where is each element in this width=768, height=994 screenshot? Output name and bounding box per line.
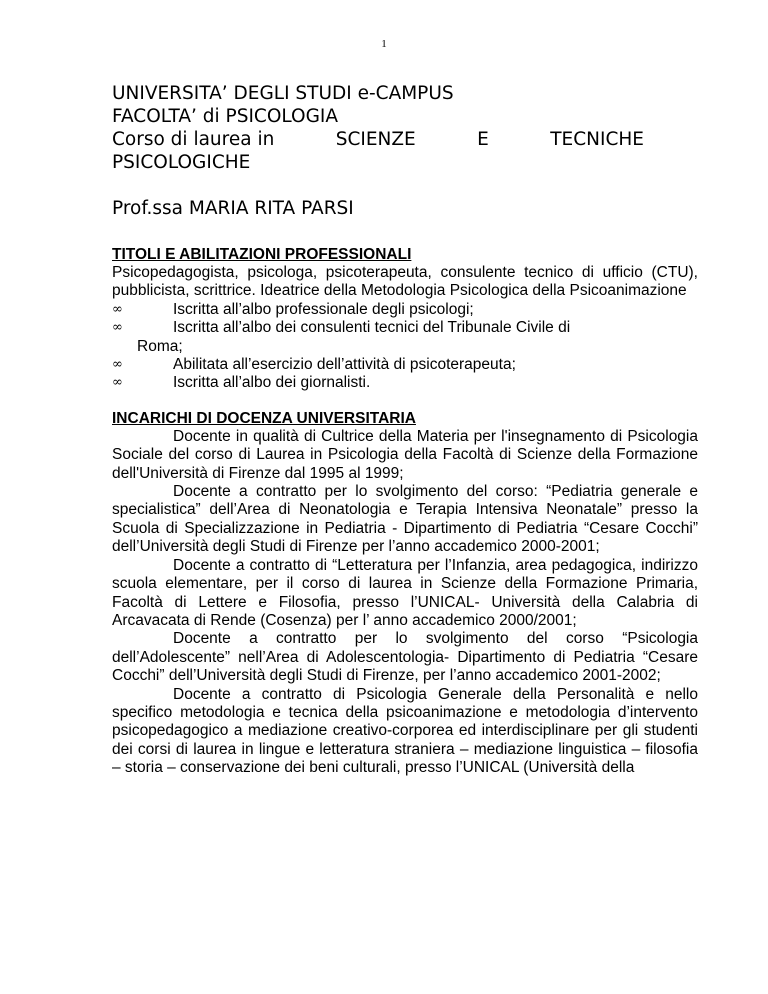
document-header bbox=[112, 82, 698, 174]
document-body bbox=[112, 82, 698, 778]
list-item bbox=[112, 356, 698, 374]
section-heading-titoli: TITOLI E ABILITAZIONI PROFESSIONALI bbox=[112, 246, 412, 263]
university-name: UNIVERSITA’ DEGLI STUDI e-CAMPUS bbox=[112, 83, 454, 104]
list-item bbox=[112, 319, 698, 356]
list-item bbox=[112, 301, 698, 319]
docenza-paragraph: Docente a contratto di Psicologia Generale della Personalità e nello specifico metodologia e tecnica della psicoanimazione e metodologia d’intervento psicopedagogico a mediazione creativo-corporea ed interdisciplinare per gli studenti dei corsi di laurea in lingue e letteratura straniera – mediazione linguistica – filosofia – storia – conservazione dei beni culturali, presso l’UNICAL (Università della bbox=[112, 685, 698, 777]
titoli-list bbox=[112, 301, 698, 393]
docenza-paragraph: Docente a contratto per lo svolgimento del corso: “Pediatria generale e specialistica” dell’Area di Neonatologia e Terapia Intensiva Neonatale” presso la Scuola di Specializzazione in Pediatria - Dipartimento di Pediatria “Cesare Cocchi” dell’Università degli Studi di Firenze per l’anno accademico 2000-2001; bbox=[112, 483, 698, 556]
faculty-name: FACOLTA’ di PSICOLOGIA bbox=[112, 106, 339, 127]
course-word-1: SCIENZE bbox=[335, 129, 416, 150]
course-prefix: Corso di laurea in bbox=[112, 129, 275, 150]
course-word-3: TECNICHE bbox=[550, 129, 644, 150]
list-item-text: Iscritta all’albo dei consulenti tecnici del Tribunale Civile di bbox=[173, 319, 571, 337]
course-line-2: PSICOLOGICHE bbox=[112, 152, 251, 173]
list-item-text-continuation: Roma; bbox=[137, 337, 183, 355]
list-item-text: Abilitata all’esercizio dell’attività di psicoterapeuta; bbox=[173, 356, 516, 374]
infinity-bullet-icon: ∞ bbox=[112, 320, 123, 336]
professor-name: Prof.ssa MARIA RITA PARSI bbox=[112, 198, 354, 219]
docenza-paragraph: Docente a contratto di “Letteratura per l’Infanzia, area pedagogica, indirizzo scuola elementare, per il corso di laurea in Scienze della Formazione Primaria, Facoltà di Lettere e Filosofia, presso l’UNICAL- Università della Calabria di Arcavacata di Rende (Cosenza) per l’ anno accademico 2000/2001; bbox=[112, 556, 698, 629]
list-item-text: Iscritta all’albo professionale degli psicologi; bbox=[173, 300, 474, 318]
docenza-paragraph: Docente a contratto per lo svolgimento del corso “Psicologia dell’Adolescente” nell’Area di Adolescentologia- Dipartimento di Pediatria “Cesare Cocchi” dell’Università degli Studi di Firenze, per l’anno accademico 2001-2002; bbox=[112, 630, 698, 685]
course-line bbox=[112, 128, 644, 151]
section-heading-docenza: INCARICHI DI DOCENZA UNIVERSITARIA bbox=[112, 409, 416, 427]
list-item bbox=[112, 374, 698, 392]
titoli-intro: Psicopedagogista, psicologa, psicoterapeuta, consulente tecnico di ufficio (CTU), pubblicista, scrittrice. Ideatrice della Metodologia Psicologica della Psicoanimazione bbox=[112, 264, 698, 300]
list-item-text: Iscritta all’albo dei giornalisti. bbox=[173, 374, 371, 392]
course-word-2: E bbox=[477, 129, 489, 150]
infinity-bullet-icon: ∞ bbox=[112, 375, 123, 391]
docenza-paragraph: Docente in qualità di Cultrice della Materia per l'insegnamento di Psicologia Sociale del corso di Laurea in Psicologia della Facoltà di Scienze della Formazione dell'Università di Firenze dal 1995 al 1999; bbox=[112, 427, 698, 482]
page-number: 1 bbox=[381, 38, 387, 50]
infinity-bullet-icon: ∞ bbox=[112, 301, 123, 317]
infinity-bullet-icon: ∞ bbox=[112, 357, 123, 373]
